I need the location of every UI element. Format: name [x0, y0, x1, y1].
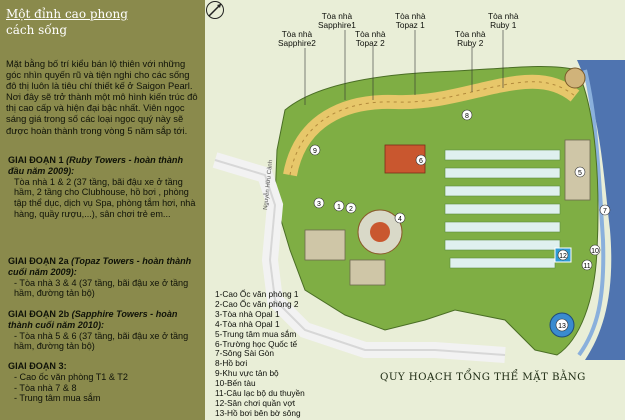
label-line: Tòa nhà [281, 29, 313, 39]
phase2b-sub: (Sapphire Towers - hoàn thành cuối năm 2010): [8, 309, 178, 330]
legend-item: 2-Cao Ốc văn phòng 2 [215, 298, 299, 309]
legend-item: 10-Bến tàu [215, 378, 256, 389]
legend-item: 8-Hồ bơi [215, 358, 248, 369]
marker-6: 6 [419, 158, 423, 165]
label-topaz1 [395, 12, 425, 30]
legend-item: 1-Cao Ốc văn phòng 1 [215, 289, 299, 299]
marker-9: 9 [313, 148, 317, 155]
label-line: Tòa nhà [355, 29, 386, 39]
legend-item: 7-Sông Sài Gòn [215, 348, 275, 359]
label-line: Topaz 2 [355, 38, 385, 48]
label-line: Tòa nhà [321, 11, 353, 21]
master-plan-map [205, 0, 625, 420]
phase2a-head: GIAI ĐOẠN 2a [8, 256, 69, 266]
phase2b-text: - Tòa nhà 5 & 6 (37 tầng, bãi đậu xe ở tầng hầm, đường tản bộ) [14, 330, 189, 352]
marker-1: 1 [337, 204, 341, 211]
marker-10: 10 [591, 248, 599, 255]
label-line: Ruby 1 [490, 20, 517, 30]
phase1-text: Tòa nhà 1 & 2 (37 tầng, bãi đậu xe ở tầng hầm, 2 tầng cho Clubhouse, hồ bơi , phòng tập thể dục, dịch vụ Spa, phòng tắm hơi, nhà hàng, quầy rượu,...), sân chơi trẻ em... [14, 176, 196, 219]
label-line: Topaz 1 [395, 20, 425, 30]
title-line1: Một đỉnh cao phong [6, 7, 128, 21]
phase-2a [8, 256, 200, 299]
marker-7: 7 [603, 208, 607, 215]
legend-item: 13-Hồ bơi bên bờ sông [215, 407, 301, 418]
legend [215, 290, 360, 419]
label-ruby1 [488, 12, 518, 30]
legend-item: 12-Sân chơi quần vợt [215, 397, 296, 408]
label-line: Tòa nhà [395, 11, 426, 21]
intro-text: Mặt bằng bố trí kiểu bán lộ thiên với những góc nhìn quyến rũ và tiện nghi cho các sống đô thị luôn là tiêu chí thiết kế ở Saigon Pearl. Nơi đây sẽ trở thành một mô hình kiến trúc đô thị cao cấp và hiện đại bậc nhất. Viên ngọc sáng giá trong số các loại ngọc quý này sẽ được hoàn thành trong vòng 5 năm sắp tới. [6, 58, 198, 136]
label-line: Sapphire2 [278, 38, 316, 48]
compass-icon [205, 0, 225, 20]
legend-item: 9-Khu vực tản bộ [215, 368, 279, 379]
map-caption: QUY HOẠCH TỔNG THỂ MẶT BẰNG [380, 371, 586, 383]
panel-title [6, 6, 201, 38]
marker-13: 13 [558, 323, 566, 330]
legend-item: 6-Trường học Quốc tế [215, 338, 298, 349]
marker-5: 5 [578, 170, 582, 177]
legend-item: 11-Câu lạc bộ du thuyền [215, 388, 305, 399]
phase-1 [8, 155, 200, 220]
marker-12: 12 [559, 253, 567, 260]
legend-item: 4-Tòa nhà Opal 1 [215, 318, 280, 329]
phase2a-text: - Tòa nhà 3 & 4 (37 tầng, bãi đậu xe ở tầng hầm, đường tản bộ) [14, 277, 189, 299]
label-line: Tòa nhà [488, 11, 519, 21]
label-line: Tòa nhà [455, 29, 486, 39]
label-line: Ruby 2 [457, 38, 484, 48]
phase3-item: - Cao ốc văn phòng T1 & T2 [14, 371, 128, 382]
marker-4: 4 [398, 216, 402, 223]
phase2b-head: GIAI ĐOẠN 2b [8, 309, 70, 319]
phase3-head: GIAI ĐOẠN 3: [8, 361, 67, 371]
phase-3 [8, 361, 200, 404]
info-panel [0, 0, 205, 420]
marker-2: 2 [349, 206, 353, 213]
phase3-item: - Tòa nhà 7 & 8 [14, 382, 77, 393]
marker-3: 3 [317, 201, 321, 208]
title-line2: cách sống [6, 23, 68, 37]
phase1-sub: (Ruby Towers - hoàn thành đầu năm 2009): [8, 155, 183, 176]
legend-item: 5-Trung tâm mua sắm [215, 328, 297, 339]
label-line: Sapphire1 [318, 20, 356, 30]
label-ruby2 [455, 30, 485, 48]
road-label: Nguyễn Hữu Cảnh [263, 159, 275, 211]
label-sapphire2 [278, 30, 316, 48]
phase3-item: - Trung tâm mua sắm [14, 393, 101, 404]
phase1-head: GIAI ĐOẠN 1 [8, 155, 64, 165]
marker-11: 11 [583, 263, 591, 270]
phase-2b [8, 309, 200, 352]
phase2a-sub: (Topaz Towers - hoàn thành cuối năm 2009): [8, 256, 192, 277]
marker-8: 8 [465, 113, 469, 120]
label-sapphire1 [318, 12, 356, 30]
label-topaz2 [355, 30, 385, 48]
legend-item: 3-Tòa nhà Opal 1 [215, 308, 280, 319]
